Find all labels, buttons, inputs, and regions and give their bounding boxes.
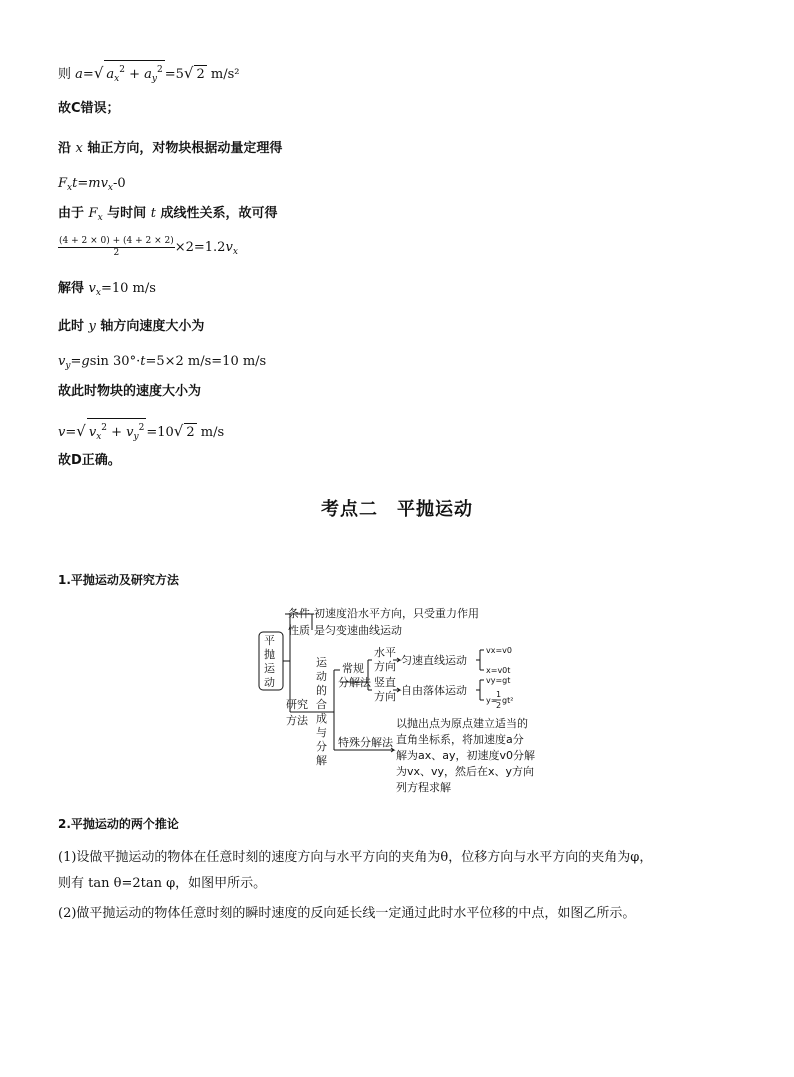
var: a <box>144 67 152 82</box>
var: a <box>106 67 115 82</box>
synth-char: 合 <box>316 698 327 711</box>
condition-label: 条件 <box>288 607 310 620</box>
var: F <box>88 206 98 221</box>
horizontal-label: 方向 <box>374 660 396 673</box>
synth-char: 与 <box>316 726 327 739</box>
text: -0 <box>113 176 126 191</box>
nature-label: 性质 <box>288 624 310 637</box>
var: v <box>126 425 134 440</box>
text: = <box>65 425 77 440</box>
text: 此时 <box>58 319 89 334</box>
var: t <box>150 206 156 221</box>
synth-char: 成 <box>316 712 327 725</box>
sqrt-content: 2 <box>186 425 195 440</box>
text-line <box>58 205 277 227</box>
var: v <box>225 240 233 255</box>
corollary-1 <box>58 845 748 897</box>
corollary-1-line-1: (1)设做平抛运动的物体在任意时刻的速度方向与水平方向的夹角为θ，位移方向与水平方向的夹角为φ， <box>58 850 653 865</box>
sub: x <box>107 183 113 193</box>
synth-char: 运 <box>316 656 327 669</box>
sub: y <box>133 432 139 442</box>
research-label: 研究 <box>286 698 308 711</box>
special-text: 解为ax、ay，初速度v0分解 <box>396 749 536 762</box>
fraction <box>58 236 175 259</box>
sub: y <box>65 361 71 371</box>
equation-impulse <box>58 236 238 261</box>
var: g <box>81 354 90 369</box>
text: =5×2 m/s=10 m/s <box>145 354 267 369</box>
var: y <box>88 319 96 334</box>
regular-label: 常规 <box>342 662 364 675</box>
synth-char: 分 <box>316 740 327 753</box>
nature-text: 是匀变速曲线运动 <box>314 624 402 637</box>
horizontal-label: 水平 <box>374 646 396 659</box>
sqrt-content <box>104 60 164 88</box>
research-label: 方法 <box>286 714 308 727</box>
var: mv <box>88 176 108 191</box>
sub: y <box>151 74 157 84</box>
eq-x: x=v0t <box>486 666 511 675</box>
text: =5 <box>164 67 184 82</box>
text: =10 m/s <box>100 281 156 296</box>
text: 轴方向速度大小为 <box>95 319 205 334</box>
special-text: 直角坐标系，将加速度a分 <box>396 733 524 746</box>
special-text: 以抛出点为原点建立适当的 <box>396 717 528 730</box>
var: v <box>58 425 66 440</box>
sup: 2 <box>101 423 107 433</box>
root-char: 运 <box>264 662 275 675</box>
eq-vx: vx=v0 <box>486 646 512 655</box>
text-line <box>58 140 282 158</box>
text: + <box>124 67 145 82</box>
unit: m/s² <box>206 67 240 82</box>
text: ×2=1.2 <box>174 240 226 255</box>
corollary-2: (2)做平抛运动的物体任意时刻的瞬时速度的反向延长线一定通过此时水平位移的中点，如图乙所示。 <box>58 906 636 921</box>
special-label: 特殊分解法 <box>338 736 393 749</box>
eq-vy: vy=gt <box>486 676 511 685</box>
text: 由于 <box>58 206 89 221</box>
sup: 2 <box>119 65 125 75</box>
special-text: 为vx、vy，然后在x、y方向 <box>396 765 535 778</box>
var: t <box>140 354 146 369</box>
equation-momentum <box>58 175 126 197</box>
root-char: 动 <box>264 676 275 689</box>
sup: 2 <box>156 65 163 75</box>
unit: m/s <box>196 425 225 440</box>
sqrt-sign: √ <box>93 64 104 82</box>
sub: x <box>114 74 120 84</box>
text-line <box>58 318 204 336</box>
text: = <box>70 354 82 369</box>
equation-speed <box>58 418 224 446</box>
text: 则 <box>58 67 76 82</box>
condition-text: 初速度沿水平方向，只受重力作用 <box>314 607 479 620</box>
text: 轴正方向，对物块根据动量定理得 <box>82 141 283 156</box>
var: x <box>75 141 83 156</box>
conclusion-c: 故C错误； <box>58 101 120 116</box>
sqrt-sign: √ <box>173 422 184 440</box>
eq-y-num: 1 <box>496 690 502 699</box>
projectile-motion-mindmap <box>250 600 550 805</box>
denominator: 2 <box>113 248 120 258</box>
synth-char: 解 <box>316 754 327 767</box>
sqrt-sign: √ <box>183 64 194 82</box>
text: + <box>107 425 127 440</box>
sqrt-content <box>87 418 147 446</box>
eq-y-den: 2 <box>496 701 502 710</box>
text: = <box>82 67 94 82</box>
sub: x <box>67 183 73 193</box>
numerator: (4 + 2 × 0) + (4 + 2 × 2) <box>59 236 174 246</box>
equation-accel-magnitude <box>58 60 239 88</box>
conclusion-d: 故D正确。 <box>58 453 121 468</box>
text: 与时间 <box>102 206 151 221</box>
sup: 2 <box>138 423 145 433</box>
var: a <box>75 67 83 82</box>
sub: x <box>232 247 238 257</box>
freefall-motion: 自由落体运动 <box>401 684 467 697</box>
sub: x <box>95 288 101 298</box>
equation-vx <box>58 280 156 302</box>
var: v <box>88 425 97 440</box>
text-line: 故此时物块的速度大小为 <box>58 384 202 399</box>
vertical-label: 竖直 <box>374 676 396 689</box>
regular-label: 分解法 <box>338 676 371 689</box>
sub: x <box>96 432 102 442</box>
subsection-1-title: 1.平抛运动及研究方法 <box>58 573 179 587</box>
var: v <box>88 281 96 296</box>
text: =10 <box>146 425 174 440</box>
synth-char: 的 <box>316 684 327 697</box>
text: 沿 <box>58 141 76 156</box>
corollary-1-line-2: 则有 tan θ=2tan φ，如图甲所示。 <box>58 876 267 891</box>
root-char: 平 <box>264 634 275 647</box>
section-title: 考点二 平抛运动 <box>321 499 473 520</box>
equation-vy <box>58 353 266 375</box>
sub: x <box>97 213 103 223</box>
var: v <box>58 354 66 369</box>
text: sin 30°· <box>89 354 141 369</box>
text: = <box>77 176 89 191</box>
vertical-label: 方向 <box>374 690 396 703</box>
text: 成线性关系，故可得 <box>155 206 278 221</box>
eq-y-rest: gt² <box>502 696 514 705</box>
subsection-2-title: 2.平抛运动的两个推论 <box>58 817 179 831</box>
eq-y: y= <box>486 696 498 705</box>
special-text: 列方程求解 <box>396 781 451 794</box>
var: F <box>58 176 68 191</box>
text: 解得 <box>58 281 89 296</box>
var: t <box>72 176 78 191</box>
sqrt-content: 2 <box>196 67 205 82</box>
sqrt-sign: √ <box>76 422 86 440</box>
uniform-motion: 匀速直线运动 <box>401 654 467 667</box>
synth-char: 动 <box>316 670 327 683</box>
root-char: 抛 <box>264 648 275 661</box>
